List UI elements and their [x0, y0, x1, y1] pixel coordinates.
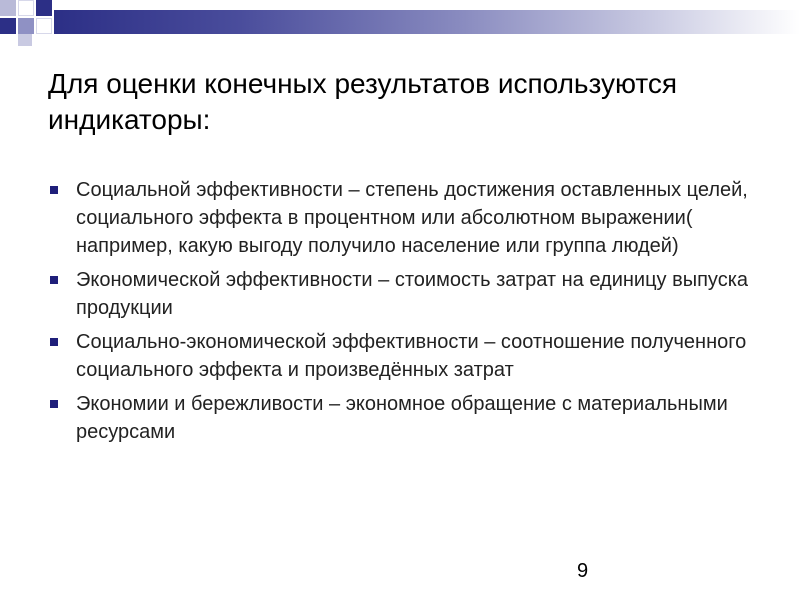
decor-square: [18, 34, 32, 46]
decor-square: [0, 18, 16, 34]
slide-title: Для оценки конечных результатов используются индикаторы:: [48, 68, 678, 135]
header-decoration: [0, 0, 800, 50]
bullet-item: [48, 176, 748, 260]
bullet-text: Экономии и бережливости – экономное обращение с материальными ресурсами: [76, 393, 728, 443]
square-bullet-icon: [50, 400, 58, 408]
bullet-item: [48, 390, 748, 446]
decor-square: [36, 18, 52, 34]
bullet-text: Социально-экономической эффективности – соотношение полученного социального эффекта и произведённых затрат: [76, 331, 747, 381]
bullet-list: [48, 176, 748, 452]
square-bullet-icon: [50, 186, 58, 194]
slide-number: 9: [577, 560, 589, 582]
decor-square: [36, 0, 52, 16]
bullet-item: [48, 328, 748, 384]
decor-square: [18, 0, 34, 16]
bullet-item: [48, 266, 748, 322]
decor-square: [0, 0, 16, 16]
bullet-text: Социальной эффективности – степень достижения оставленных целей, социального эффекта в процентном или абсолютном выражении( например, какую выгоду получило население или группа людей): [76, 179, 748, 257]
decor-square: [18, 18, 34, 34]
bullet-text: Экономической эффективности – стоимость затрат на единицу выпуска продукции: [76, 269, 749, 319]
header-gradient-bar: [54, 10, 800, 34]
square-bullet-icon: [50, 338, 58, 346]
square-bullet-icon: [50, 276, 58, 284]
